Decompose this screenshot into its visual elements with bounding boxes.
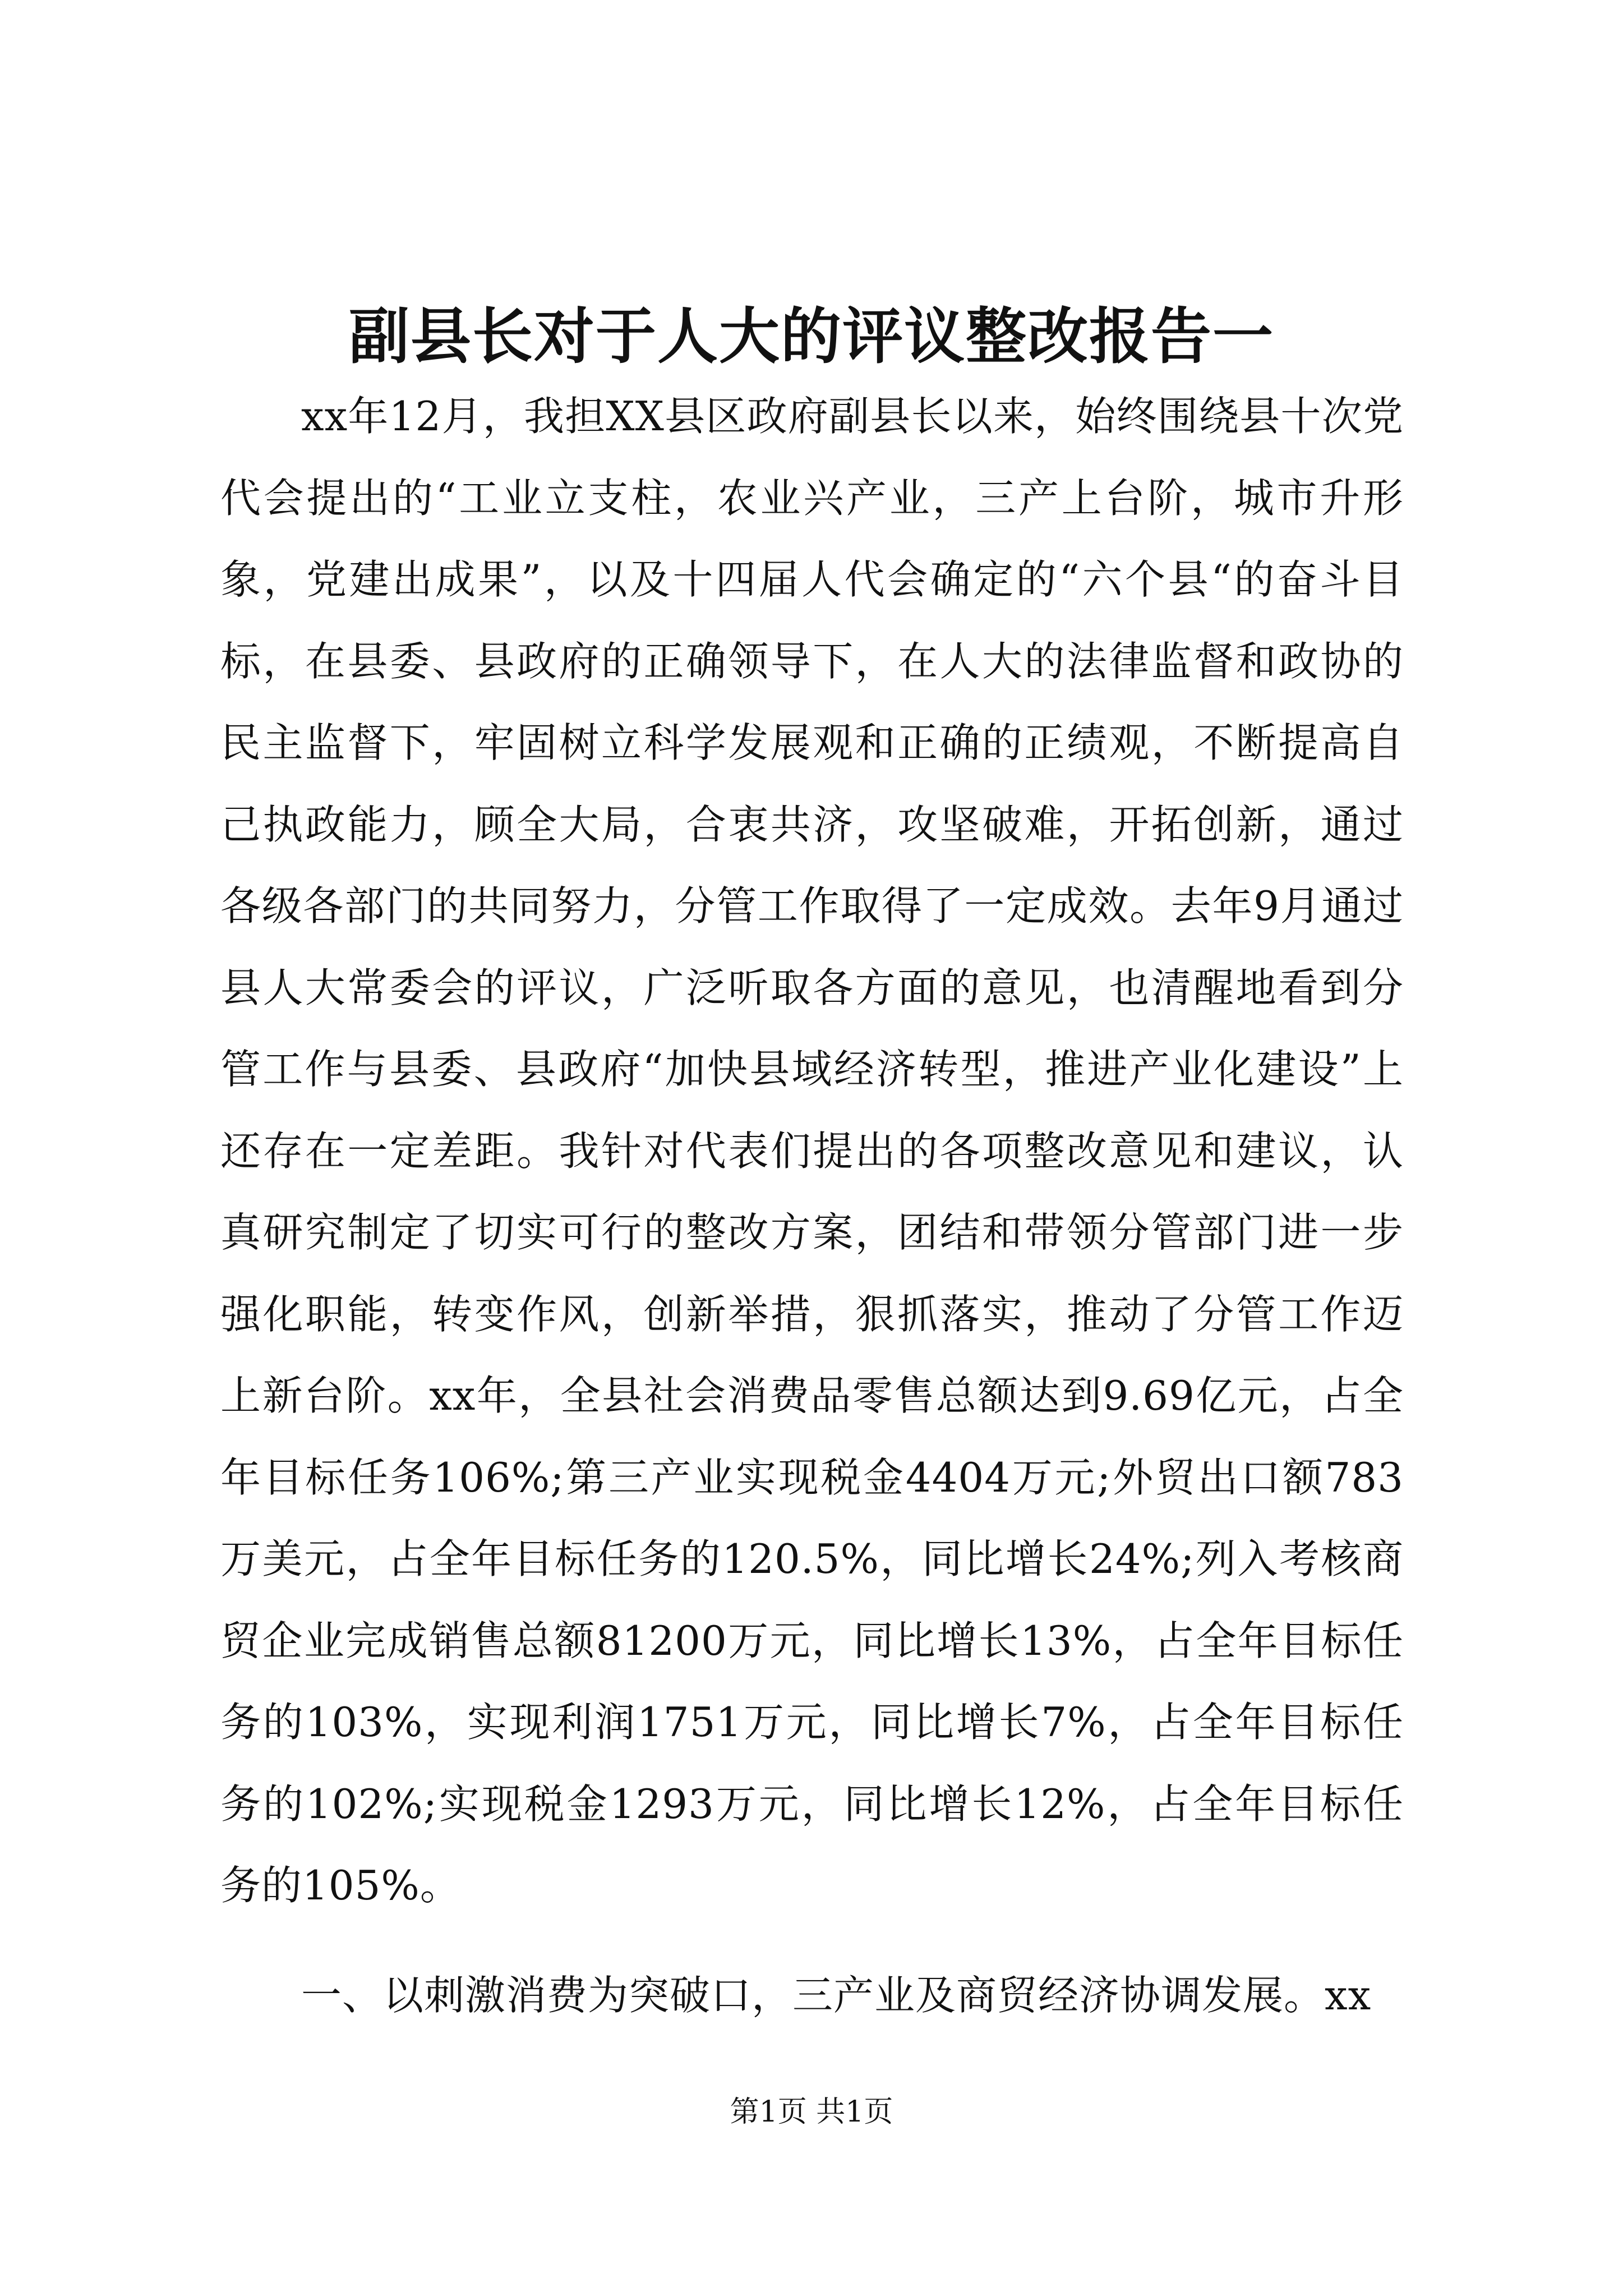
body-paragraph-section-one: 一、以刺激消费为突破口，三产业及商贸经济协调发展。xx [301,1971,1372,2019]
document-body [220,376,1404,2036]
document-title: 副县长对于人大的评议整改报告一 [348,301,1274,372]
page-footer: 第1页 共1页 [730,2095,893,2129]
body-paragraph-intro: xx年12月，我担XX县区政府副县长以来，始终围绕县十次党代会提出的“工业立支柱，农业兴产业，三产上台阶，城市升形象，党建出成果”，以及十四届人代会确定的“六个县“的奋斗目标，在县委、县政府的正确领导下，在人大的法律监督和政协的民主监督下，牢固树立科学发展观和正确的正绩观，不断提高自己执政能力，顾全大局，合衷共济，攻坚破难，开拓创新，通过各级各部门的共同努力，分管工作取得了一定成效。去年9月通过县人大常委会的评议，广泛听取各方面的意见，也清醒地看到分管工作与县委、县政府“加快县域经济转型，推进产业化建设”上还存在一定差距。我针对代表们提出的各项整改意见和建议，认真研究制定了切实可行的整改方案，团结和带领分管部门进一步强化职能，转变作风，创新举措，狠抓落实，推动了分管工作迈上新台阶。xx年，全县社会消费品零售总额达到9.69亿元，占全年目标任务106%;第三产业实现税金4404万元;外贸出口额783万美元，占全年目标任务的120.5%，同比增长24%;列入考核商贸企业完成销售总额81200万元，同比增长13%，占全年目标任务的103%，实现利润1751万元，同比增长7%，占全年目标任务的102%;实现税金1293万元，同比增长12%，占全年目标任务的105%。 [220,393,1404,1909]
